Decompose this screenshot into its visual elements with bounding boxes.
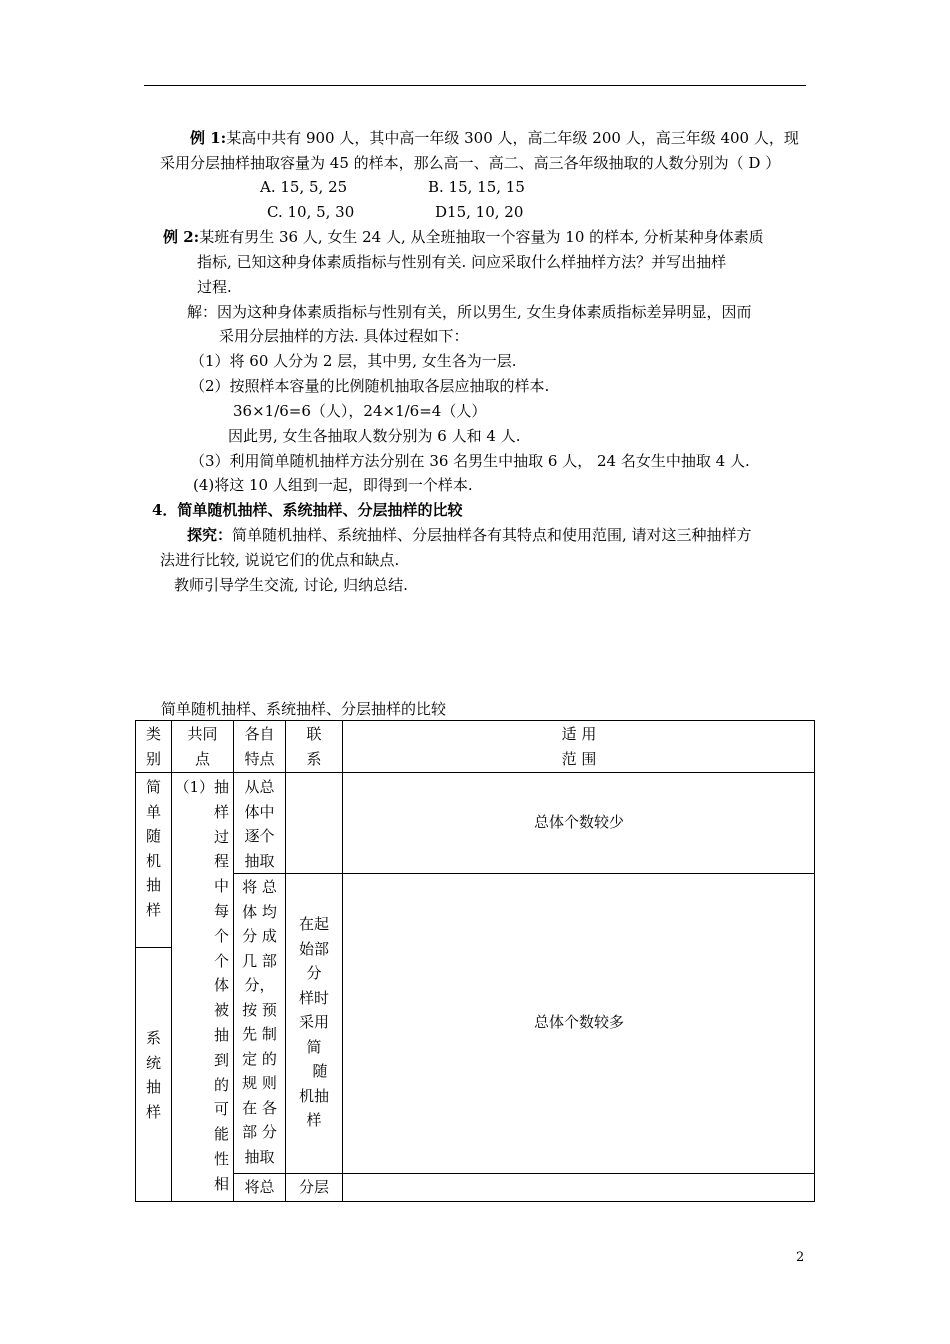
- example1-option-a: A. 15, 5, 25: [260, 178, 348, 196]
- relation-stratified: 分层: [298, 1178, 329, 1196]
- scope-system: 总体个数较多: [533, 1013, 624, 1031]
- relation-system: 在起 始部 分 样时 采用 简 随 机抽 样: [298, 915, 329, 1129]
- header-common: 共同 点: [187, 725, 218, 768]
- feature-simple: 从总 体中 逐个 抽取: [244, 778, 275, 870]
- solution-step4: (4)将这 10 人组到一起，即得到一个样本.: [193, 476, 473, 494]
- example2-label: 例 2:: [163, 228, 200, 246]
- solution-result: 因此男, 女生各抽取人数分别为 6 人和 4 人.: [228, 427, 521, 445]
- section4-explore-line1: 探究：简单随机抽样、系统抽样、分层抽样各有其特点和使用范围, 请对这三种抽样方: [187, 526, 752, 544]
- header-relation: 联 系: [306, 725, 322, 768]
- comparison-table: [135, 720, 815, 1202]
- example2-line1: 例 2:某班有男生 36 人, 女生 24 人, 从全班抽取一个容量为 10 的样本, 分析某种身体素质: [163, 228, 764, 246]
- solution-line2: 采用分层抽样的方法. 具体过程如下：: [219, 327, 469, 345]
- example2-line2: 指标, 已知这种身体素质指标与性别有关. 问应采取什么样抽样方法？并写出抽样: [197, 253, 727, 271]
- solution-calc: 36×1/6=6（人），24×1/6=4（人）: [233, 402, 487, 420]
- header-feature: 各自 特点: [244, 725, 275, 768]
- section4-explore-line2: 法进行比较, 说说它们的优点和缺点.: [160, 551, 400, 569]
- category-system: 系 统 抽 样: [145, 1029, 161, 1121]
- solution-step2: （2）按照样本容量的比例随机抽取各层应抽取的样本.: [190, 377, 550, 395]
- explore-label: 探究：: [187, 526, 233, 544]
- feature-stratified: 将总: [244, 1178, 275, 1196]
- solution-line1: 解：因为这种身体素质指标与性别有关，所以男生, 女生身体素质指标差异明显，因而: [187, 303, 752, 321]
- category-simple: 简 单 随 机 抽 样: [145, 778, 161, 919]
- example2-line3: 过程.: [197, 278, 232, 296]
- header-rule: [144, 85, 806, 86]
- example1-option-b: B. 15, 15, 15: [428, 178, 525, 196]
- common-point: （1）抽 样 过 程 中 每 个 个 体 被 抽 到 的 可 能 性 相: [174, 778, 229, 1193]
- example1-line1: 例 1:某高中共有 900 人，其中高一年级 300 人，高二年级 200 人，高三年级 400 人，现: [190, 129, 799, 147]
- header-scope: 适 用 范 围: [561, 725, 597, 768]
- example1-line2: 采用分层抽样抽取容量为 45 的样本，那么高一、高二、高三各年级抽取的人数分别为（ D ）: [160, 154, 781, 172]
- example1-option-d: D15, 10, 20: [435, 203, 524, 221]
- example1-label: 例 1:: [190, 129, 227, 147]
- page-number: 2: [796, 1250, 805, 1265]
- scope-simple: 总体个数较少: [533, 813, 624, 831]
- feature-system: 将 总 体 均 分 成 几 部 分， 按 预 先 制 定 的 规 则 在 各 部 分 抽取: [242, 878, 277, 1166]
- header-category: 类 别: [145, 725, 161, 768]
- table-caption: 简单随机抽样、系统抽样、分层抽样的比较: [161, 700, 447, 718]
- section4-teacher: 教师引导学生交流, 讨论, 归纳总结.: [174, 576, 408, 594]
- example1-option-c: C. 10, 5, 30: [267, 203, 355, 221]
- section4-heading: 4．简单随机抽样、系统抽样、分层抽样的比较: [152, 501, 463, 519]
- solution-step3: （3）利用简单随机抽样方法分别在 36 名男生中抽取 6 人， 24 名女生中抽取 4 人.: [190, 452, 750, 470]
- solution-step1: （1）将 60 人分为 2 层，其中男, 女生各为一层.: [190, 352, 517, 370]
